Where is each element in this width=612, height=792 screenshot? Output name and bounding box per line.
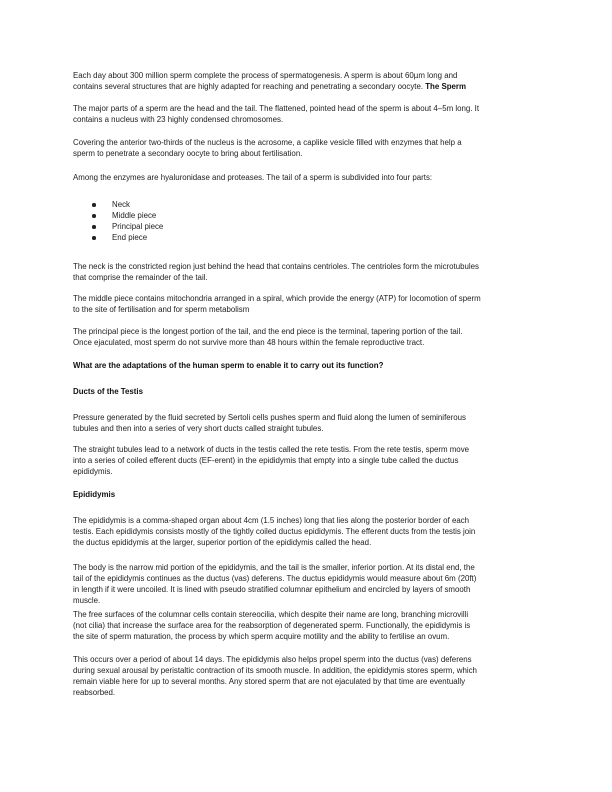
- text-line: testis. Each epididymis consists mostly of the tightly coiled ductus epididymis. The efferent ducts from the testis join: [73, 527, 476, 536]
- text-line: The major parts of a sperm are the head and the tail. The flattened, pointed head of the sperm is about 4–5m long. It: [73, 104, 480, 113]
- paragraph-enzymes: [73, 172, 432, 183]
- text-line: remain viable here for up to several months. Any stored sperm that are not ejaculated by that time are eventually: [73, 677, 466, 686]
- paragraph-sertoli: [73, 412, 466, 434]
- text-line: The middle piece contains mitochondria arranged in a spiral, which provide the energy (ATP) for locomotion of sperm: [73, 294, 481, 303]
- text-line: the ductus epididymis at the larger, superior portion of the epididymis called the head.: [73, 538, 372, 547]
- inline-heading-the-sperm: The Sperm: [425, 82, 467, 91]
- text-line: muscle.: [73, 596, 101, 605]
- text-line: Each day about 300 million sperm complete the process of spermatogenesis. A sperm is about 60µm long and: [73, 71, 458, 80]
- paragraph-rete-testis: [73, 444, 469, 477]
- text-line: contains a nucleus with 23 highly condensed chromosomes.: [73, 115, 284, 124]
- tail-parts-list: [92, 199, 163, 243]
- text-line: Pressure generated by the fluid secreted by Sertoli cells pushes sperm and fluid along the lumen of seminiferous: [73, 413, 466, 422]
- paragraph-stereocilia: [73, 609, 470, 642]
- text-line: The straight tubules lead to a network of ducts in the testis called the rete testis. From the rete testis, sperm move: [73, 445, 470, 454]
- paragraph-epididymis-body: [73, 562, 476, 606]
- text-line: The epididymis is a comma-shaped organ about 4cm (1.5 inches) long that lies along the posterior border of each: [73, 516, 470, 525]
- paragraph-sperm-parts: [73, 103, 479, 125]
- section-heading-epididymis: Epididymis: [73, 490, 116, 499]
- text-line: Among the enzymes are hyaluronidase and proteases. The tail of a sperm is subdivided into four parts:: [73, 173, 433, 182]
- text-line: the site of sperm maturation, the process by which sperm acquire motility and the ability to fertilise an ovum.: [73, 632, 450, 641]
- question-heading: What are the adaptations of the human sperm to enable it to carry out its function?: [73, 361, 384, 370]
- text-line: during sexual arousal by peristaltic contraction of its smooth muscle. In addition, the epididymis stores sperm, which: [73, 666, 477, 675]
- paragraph-epididymis-shape: [73, 515, 475, 548]
- paragraph-middle-piece: [73, 293, 481, 315]
- text-line: Once ejaculated, most sperm do not survive more than 48 hours within the female reproductive tract.: [73, 338, 425, 347]
- text-line: The principal piece is the longest portion of the tail, and the end piece is the terminal, tapering portion of the tail.: [73, 327, 463, 336]
- text-line: The body is the narrow mid portion of the epididymis, and the tail is the smaller, inferior portion. At its distal end, the: [73, 563, 475, 572]
- text-line: (not cilia) that increase the surface area for the reabsorption of degenerated sperm. Functionally, the epididymis is: [73, 621, 471, 630]
- text-line: The neck is the constricted region just behind the head that contains centrioles. The centrioles form the microtubules: [73, 262, 480, 271]
- list-item: End piece: [92, 232, 163, 243]
- list-item: Neck: [92, 199, 163, 210]
- text-line: epididymis.: [73, 467, 113, 476]
- text-segment: contains several structures that are highly adapted for reaching and penetrating a secondary oocyte.: [73, 82, 426, 91]
- paragraph-acrosome: [73, 137, 462, 159]
- text-line: that comprise the remainder of the tail.: [73, 273, 208, 282]
- text-line: sperm to penetrate a secondary oocyte to bring about fertilisation.: [73, 149, 303, 158]
- text-line: in length if it were uncoiled. It is lined with pseudo stratified columnar epithelium and encircled by layers of smooth: [73, 585, 471, 594]
- text-line: reabsorbed.: [73, 688, 116, 697]
- text-line: to the site of fertilisation and for sperm metabolism: [73, 305, 250, 314]
- section-heading-ducts: Ducts of the Testis: [73, 387, 144, 396]
- text-line: tail of the epididymis continues as the ductus (vas) deferens. The ductus epididymis would measure about 6m (20ft): [73, 574, 477, 583]
- paragraph-maturation: [73, 654, 477, 698]
- text-line: Covering the anterior two-thirds of the nucleus is the acrosome, a caplike vesicle filled with enzymes that help a: [73, 138, 462, 147]
- text-line: [73, 81, 466, 92]
- list-item: Middle piece: [92, 210, 163, 221]
- paragraph-intro: [73, 70, 466, 92]
- text-line: tubules and then into a series of very short ducts called straight tubules.: [73, 424, 324, 433]
- text-line: This occurs over a period of about 14 days. The epididymis also helps propel sperm into the ductus (vas) deferens: [73, 655, 472, 664]
- paragraph-principal-piece: [73, 326, 463, 348]
- text-line: into a series of coiled efferent ducts (EF-erent) in the epididymis that empty into a single tube called the ductus: [73, 456, 459, 465]
- list-item: Principal piece: [92, 221, 163, 232]
- paragraph-neck: [73, 261, 479, 283]
- text-line: The free surfaces of the columnar cells contain stereocilia, which despite their name are long, branching microvilli: [73, 610, 469, 619]
